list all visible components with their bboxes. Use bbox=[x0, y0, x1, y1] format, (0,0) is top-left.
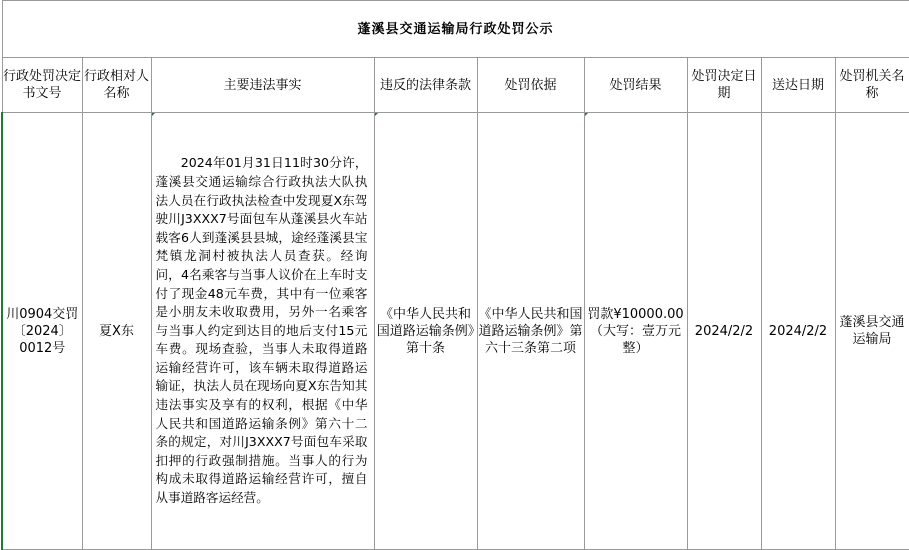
header-doc-no: 行政处罚决定书文号 bbox=[2, 58, 82, 113]
basis-text: 《中华人民共和国道路运输条例》第六十三条第二项 bbox=[478, 306, 583, 356]
header-basis: 处罚依据 bbox=[477, 58, 584, 113]
header-facts: 主要违法事实 bbox=[151, 58, 374, 113]
cell-violated[interactable] bbox=[374, 113, 477, 550]
header-delivery-date: 送达日期 bbox=[761, 58, 835, 113]
cell-agency[interactable] bbox=[835, 113, 909, 550]
header-row bbox=[2, 58, 909, 113]
cell-decision-date[interactable] bbox=[687, 113, 761, 550]
doc-no-text: 川0904交罚〔2024〕0012号 bbox=[6, 306, 79, 356]
table-row bbox=[2, 113, 909, 550]
cell-facts[interactable] bbox=[151, 113, 374, 550]
header-agency: 处罚机关名称 bbox=[835, 58, 909, 113]
page-title: 蓬溪县交通运输局行政处罚公示 bbox=[2, 1, 909, 58]
facts-text: 2024年01月31日11时30分许，蓬溪县交通运输综合行政执法大队执法人员在行政执法检查中发现夏X东驾驶川J3XXX7号面包车从蓬溪县火车站载客6人到蓬溪县县城，途经蓬溪县宝梵镇龙洞村被执法人员查获。经询问，4名乘客与当事人议价在上车时支付了现金48元车费，其中有一位乘客是小朋友未收取费用，另外一名乘客与当事人约定到达目的地后支付15元车费。现场查验，当事人未取得道路运输经营许可，该车辆未取得道路运输证，执法人员在现场向夏X东告知其违法事实及享有的权利，根据《中华人民共和国道路运输条例》第六十二条的规定，对川J3XXX7号面包车采取扣押的行政强制措施。当事人的行为构成未取得道路运输经营许可，擅自从事道路客运经营。 bbox=[155, 155, 368, 506]
header-violated: 违反的法律条款 bbox=[374, 58, 477, 113]
cell-basis[interactable] bbox=[477, 113, 584, 550]
cell-party[interactable] bbox=[82, 113, 151, 550]
cell-doc-no[interactable] bbox=[2, 113, 82, 550]
result-text: 罚款¥10000.00（大写：壹万元整） bbox=[587, 306, 684, 356]
agency-text: 蓬溪县交通运输局 bbox=[839, 315, 905, 347]
decision-date-text: 2024/2/2 bbox=[694, 323, 754, 339]
header-decision-date: 处罚决定日期 bbox=[687, 58, 761, 113]
header-party: 行政相对人名称 bbox=[82, 58, 151, 113]
header-result: 处罚结果 bbox=[584, 58, 687, 113]
delivery-date-text: 2024/2/2 bbox=[768, 323, 828, 339]
cell-delivery-date[interactable] bbox=[761, 113, 835, 550]
party-text: 夏X东 bbox=[99, 323, 134, 339]
violated-text: 《中华人民共和国道路运输条例》第十条 bbox=[376, 306, 475, 356]
cell-result[interactable] bbox=[584, 113, 687, 550]
penalty-table bbox=[1, 0, 909, 550]
